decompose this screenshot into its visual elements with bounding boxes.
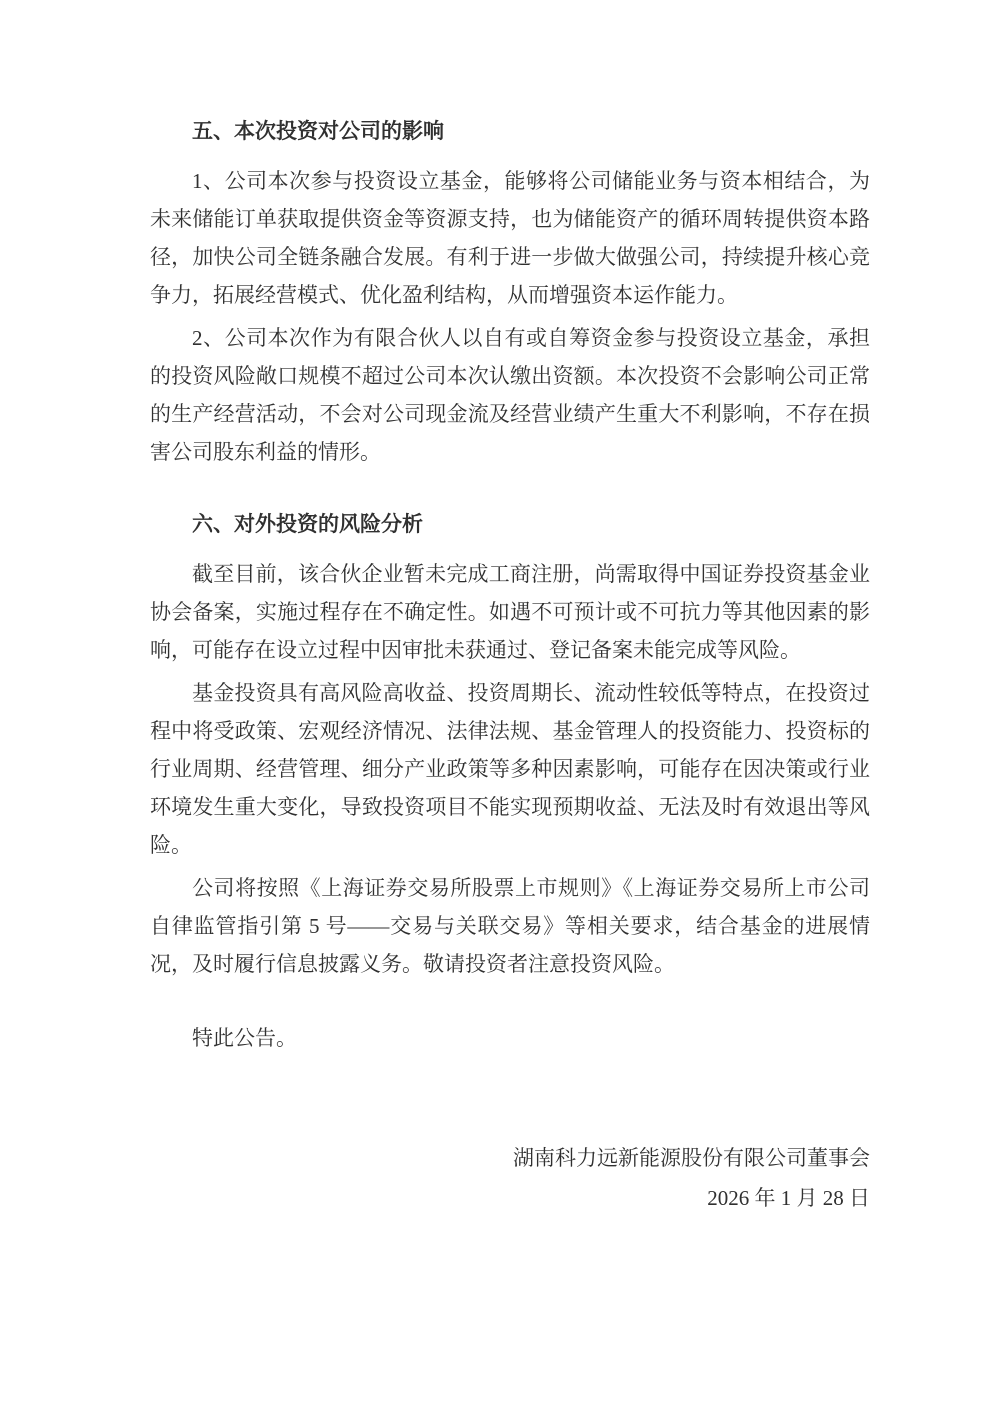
issuer-signature: 湖南科力远新能源股份有限公司董事会 <box>513 1146 870 1170</box>
section-6-paragraph-2: 基金投资具有高风险高收益、投资周期长、流动性较低等特点，在投资过程中将受政策、宏观经济情况、法律法规、基金管理人的投资能力、投资标的行业周期、经营管理、细分产业政策等多种因素影响，可能存在因决策或行业环境发生重大变化，导致投资项目不能实现预期收益、无法及时有效退出等风险。 <box>150 681 870 857</box>
section-6-heading: 六、对外投资的风险分析 <box>192 512 423 536</box>
section-5-paragraph-1: 1、公司本次参与投资设立基金，能够将公司储能业务与资本相结合，为未来储能订单获取提供资金等资源支持，也为储能资产的循环周转提供资本路径，加快公司全链条融合发展。有利于进一步做大做强公司，持续提升核心竞争力，拓展经营模式、优化盈利结构，从而增强资本运作能力。 <box>150 169 870 307</box>
section-6-paragraph-3: 公司将按照《上海证券交易所股票上市规则》《上海证券交易所上市公司自律监管指引第 5 号——交易与关联交易》等相关要求，结合基金的进展情况，及时履行信息披露义务。敬请投资者注意投资风险。 <box>150 876 870 976</box>
announcement-date: 2026 年 1 月 28 日 <box>707 1186 870 1210</box>
section-6-paragraph-1: 截至目前，该合伙企业暂未完成工商注册，尚需取得中国证券投资基金业协会备案，实施过程存在不确定性。如遇不可预计或不可抗力等其他因素的影响，可能存在设立过程中因审批未获通过、登记备案未能完成等风险。 <box>150 562 870 662</box>
section-5-paragraph-2: 2、公司本次作为有限合伙人以自有或自筹资金参与投资设立基金，承担的投资风险敞口规模不超过公司本次认缴出资额。本次投资不会影响公司正常的生产经营活动，不会对公司现金流及经营业绩产生重大不利影响，不存在损害公司股东利益的情形。 <box>150 326 870 464</box>
section-5-heading: 五、本次投资对公司的影响 <box>192 119 444 143</box>
closing-statement: 特此公告。 <box>192 1026 297 1050</box>
